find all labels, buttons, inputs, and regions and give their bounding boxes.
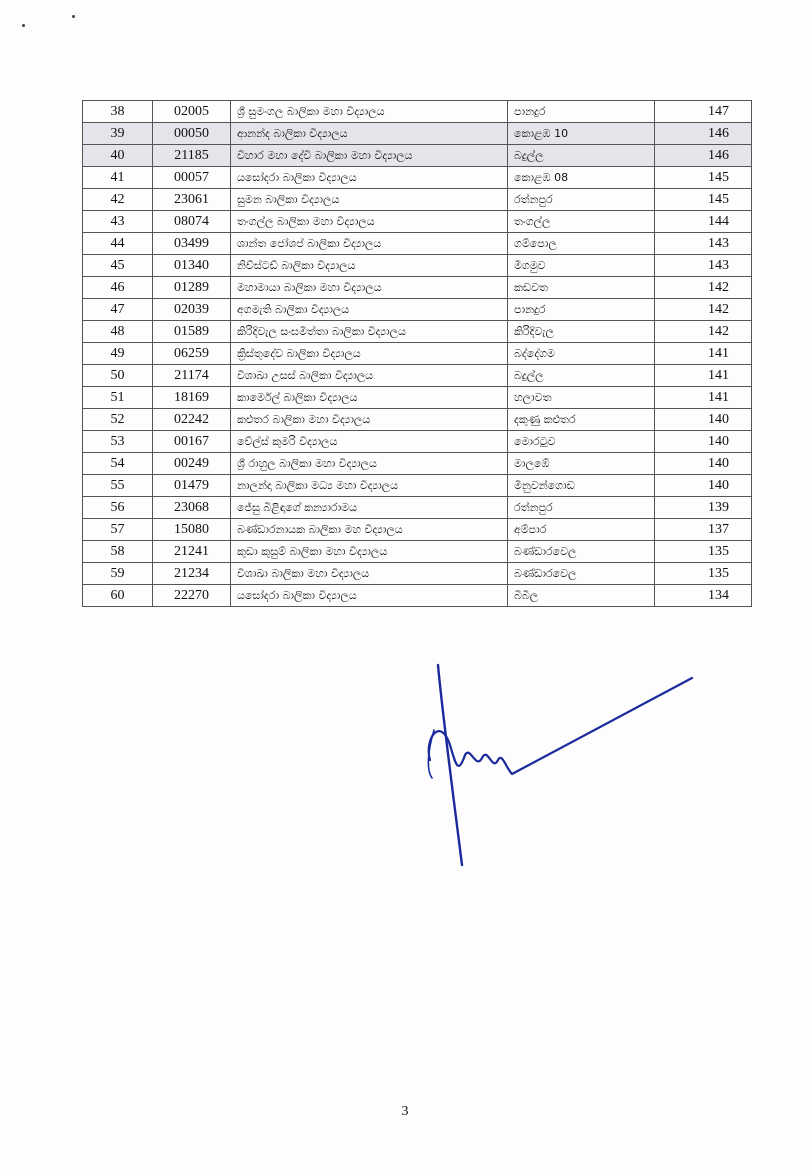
school-code-cell: 21174 <box>153 365 231 387</box>
table-row <box>83 519 752 541</box>
rank-cell: 41 <box>83 167 153 189</box>
rank-cell: 50 <box>83 365 153 387</box>
table-row <box>83 255 752 277</box>
city-cell: බණ්ඩාරවෙල <box>508 541 655 563</box>
score-cell: 142 <box>655 321 752 343</box>
school-code-cell: 23061 <box>153 189 231 211</box>
table-row <box>83 277 752 299</box>
rank-cell: 42 <box>83 189 153 211</box>
table-row <box>83 211 752 233</box>
school-name-cell: ශ්‍රී සුමංගල බාලිකා මහා විද්‍යාලය <box>231 101 508 123</box>
table-row <box>83 145 752 167</box>
page-number: 3 <box>401 1104 409 1119</box>
score-cell: 147 <box>655 101 752 123</box>
rank-cell: 48 <box>83 321 153 343</box>
school-code-cell: 18169 <box>153 387 231 409</box>
rank-cell: 53 <box>83 431 153 453</box>
city-cell: බද්දේගම <box>508 343 655 365</box>
rank-cell: 59 <box>83 563 153 585</box>
score-cell: 145 <box>655 189 752 211</box>
rank-cell: 40 <box>83 145 153 167</box>
score-cell: 141 <box>655 365 752 387</box>
school-name-cell: නිව්ස්ටඩ් බාලිකා විද්‍යාලය <box>231 255 508 277</box>
score-cell: 140 <box>655 453 752 475</box>
rank-cell: 55 <box>83 475 153 497</box>
school-name-cell: යසෝදරා බාලිකා විද්‍යාලය <box>231 167 508 189</box>
school-name-cell: විශාඛා බාලිකා මහා විද්‍යාලය <box>231 563 508 585</box>
rank-cell: 54 <box>83 453 153 475</box>
city-cell: බිබිල <box>508 585 655 607</box>
school-code-cell: 02005 <box>153 101 231 123</box>
rank-cell: 57 <box>83 519 153 541</box>
table-row <box>83 409 752 431</box>
school-code-cell: 15080 <box>153 519 231 541</box>
city-cell: බණ්ඩාරවෙල <box>508 563 655 585</box>
rank-cell: 49 <box>83 343 153 365</box>
school-code-cell: 01289 <box>153 277 231 299</box>
school-name-cell: තංගල්ල බාලිකා මහා විද්‍යාලය <box>231 211 508 233</box>
school-name-cell: කිරිදිවැල සංඝමිත්තා බාලිකා විද්‍යාලය <box>231 321 508 343</box>
school-name-cell: යසෝදරා බාලිකා විද්‍යාලය <box>231 585 508 607</box>
school-code-cell: 01589 <box>153 321 231 343</box>
school-code-cell: 21234 <box>153 563 231 585</box>
school-code-cell: 08074 <box>153 211 231 233</box>
rank-cell: 58 <box>83 541 153 563</box>
school-code-cell: 03499 <box>153 233 231 255</box>
table-row <box>83 585 752 607</box>
school-name-cell: බණ්ඩාරනායක බාලිකා මහ විද්‍යාලය <box>231 519 508 541</box>
school-name-cell: ක්‍රිස්තුදේව බාලිකා විද්‍යාලය <box>231 343 508 365</box>
score-cell: 143 <box>655 233 752 255</box>
city-cell: රත්නපුර <box>508 189 655 211</box>
table-row <box>83 563 752 585</box>
table-row <box>83 233 752 255</box>
score-cell: 140 <box>655 409 752 431</box>
score-cell: 142 <box>655 277 752 299</box>
city-cell: කොළඹ 10 <box>508 123 655 145</box>
table-row <box>83 123 752 145</box>
school-code-cell: 06259 <box>153 343 231 365</box>
score-cell: 137 <box>655 519 752 541</box>
rank-cell: 52 <box>83 409 153 431</box>
city-cell: කොළඹ 08 <box>508 167 655 189</box>
score-cell: 140 <box>655 475 752 497</box>
table-body <box>83 101 752 607</box>
score-cell: 134 <box>655 585 752 607</box>
school-name-cell: අගමැති බාලිකා විද්‍යාලය <box>231 299 508 321</box>
rank-cell: 38 <box>83 101 153 123</box>
score-cell: 140 <box>655 431 752 453</box>
score-cell: 142 <box>655 299 752 321</box>
city-cell: ගම්පොල <box>508 233 655 255</box>
city-cell: රත්නපුර <box>508 497 655 519</box>
table-row <box>83 189 752 211</box>
city-cell: පානදුර <box>508 101 655 123</box>
rank-cell: 44 <box>83 233 153 255</box>
school-code-cell: 22270 <box>153 585 231 607</box>
school-name-cell: කාර්මෙල් බාලිකා විද්‍යාලය <box>231 387 508 409</box>
table-row <box>83 431 752 453</box>
city-cell: හලාවත <box>508 387 655 409</box>
table-row <box>83 453 752 475</box>
table-row <box>83 299 752 321</box>
scan-speck <box>22 24 25 27</box>
school-code-cell: 21185 <box>153 145 231 167</box>
school-code-cell: 02242 <box>153 409 231 431</box>
table-row <box>83 101 752 123</box>
table-row <box>83 541 752 563</box>
score-cell: 135 <box>655 563 752 585</box>
school-code-cell: 23068 <box>153 497 231 519</box>
rank-cell: 43 <box>83 211 153 233</box>
city-cell: මිනුවන්ගොඩ <box>508 475 655 497</box>
school-name-cell: නාලන්දා බාලිකා මධ්‍ය මහා විද්‍යාලය <box>231 475 508 497</box>
score-cell: 144 <box>655 211 752 233</box>
score-cell: 135 <box>655 541 752 563</box>
school-name-cell: විශාඛා උසස් බාලිකා විද්‍යාලය <box>231 365 508 387</box>
rank-cell: 46 <box>83 277 153 299</box>
signature-image <box>410 650 700 875</box>
city-cell: මීගමුව <box>508 255 655 277</box>
school-ranking-table <box>82 100 752 607</box>
city-cell: කඩවත <box>508 277 655 299</box>
rank-cell: 51 <box>83 387 153 409</box>
score-cell: 141 <box>655 387 752 409</box>
school-name-cell: ශාන්ත ජෝශප් බාලිකා විද්‍යාලය <box>231 233 508 255</box>
school-code-cell: 01479 <box>153 475 231 497</box>
school-name-cell: ජේසු බිළිඳාගේ කන්‍යාරාමය <box>231 497 508 519</box>
school-name-cell: ශ්‍රී රාහුල බාලිකා මහා විද්‍යාලය <box>231 453 508 475</box>
school-name-cell: කළුතර බාලිකා මහා විද්‍යාලය <box>231 409 508 431</box>
table-row <box>83 343 752 365</box>
score-cell: 146 <box>655 123 752 145</box>
rank-cell: 56 <box>83 497 153 519</box>
score-cell: 146 <box>655 145 752 167</box>
city-cell: පානදුර <box>508 299 655 321</box>
school-code-cell: 01340 <box>153 255 231 277</box>
school-code-cell: 00050 <box>153 123 231 145</box>
score-cell: 141 <box>655 343 752 365</box>
school-name-cell: සුමන බාලිකා විද්‍යාලය <box>231 189 508 211</box>
school-code-cell: 02039 <box>153 299 231 321</box>
rank-cell: 45 <box>83 255 153 277</box>
score-cell: 143 <box>655 255 752 277</box>
score-cell: 145 <box>655 167 752 189</box>
table-row <box>83 365 752 387</box>
city-cell: මොරටුව <box>508 431 655 453</box>
rank-cell: 39 <box>83 123 153 145</box>
school-code-cell: 00167 <box>153 431 231 453</box>
school-name-cell: විහාර මහා දේවි බාලිකා මහා විද්‍යාලය <box>231 145 508 167</box>
table-row <box>83 167 752 189</box>
rank-cell: 60 <box>83 585 153 607</box>
city-cell: බදුල්ල <box>508 145 655 167</box>
city-cell: දකුණු කළුතර <box>508 409 655 431</box>
school-code-cell: 21241 <box>153 541 231 563</box>
school-name-cell: මහාමායා බාලිකා මහා විද්‍යාලය <box>231 277 508 299</box>
table-row <box>83 475 752 497</box>
school-code-cell: 00057 <box>153 167 231 189</box>
city-cell: අම්පාර <box>508 519 655 541</box>
table-row <box>83 497 752 519</box>
city-cell: කිරිදිවැල <box>508 321 655 343</box>
school-name-cell: ආනන්ද බාලිකා විද්‍යාලය <box>231 123 508 145</box>
scan-speck <box>72 15 75 18</box>
school-code-cell: 00249 <box>153 453 231 475</box>
table-row <box>83 321 752 343</box>
city-cell: බදුල්ල <box>508 365 655 387</box>
school-name-cell: කුඩා කුසුම් බාලිකා මහා විද්‍යාලය <box>231 541 508 563</box>
school-name-cell: වේල්ස් කුමරි විද්‍යාලය <box>231 431 508 453</box>
table-row <box>83 387 752 409</box>
score-cell: 139 <box>655 497 752 519</box>
city-cell: මාලඹේ <box>508 453 655 475</box>
rank-cell: 47 <box>83 299 153 321</box>
city-cell: තංගල්ල <box>508 211 655 233</box>
